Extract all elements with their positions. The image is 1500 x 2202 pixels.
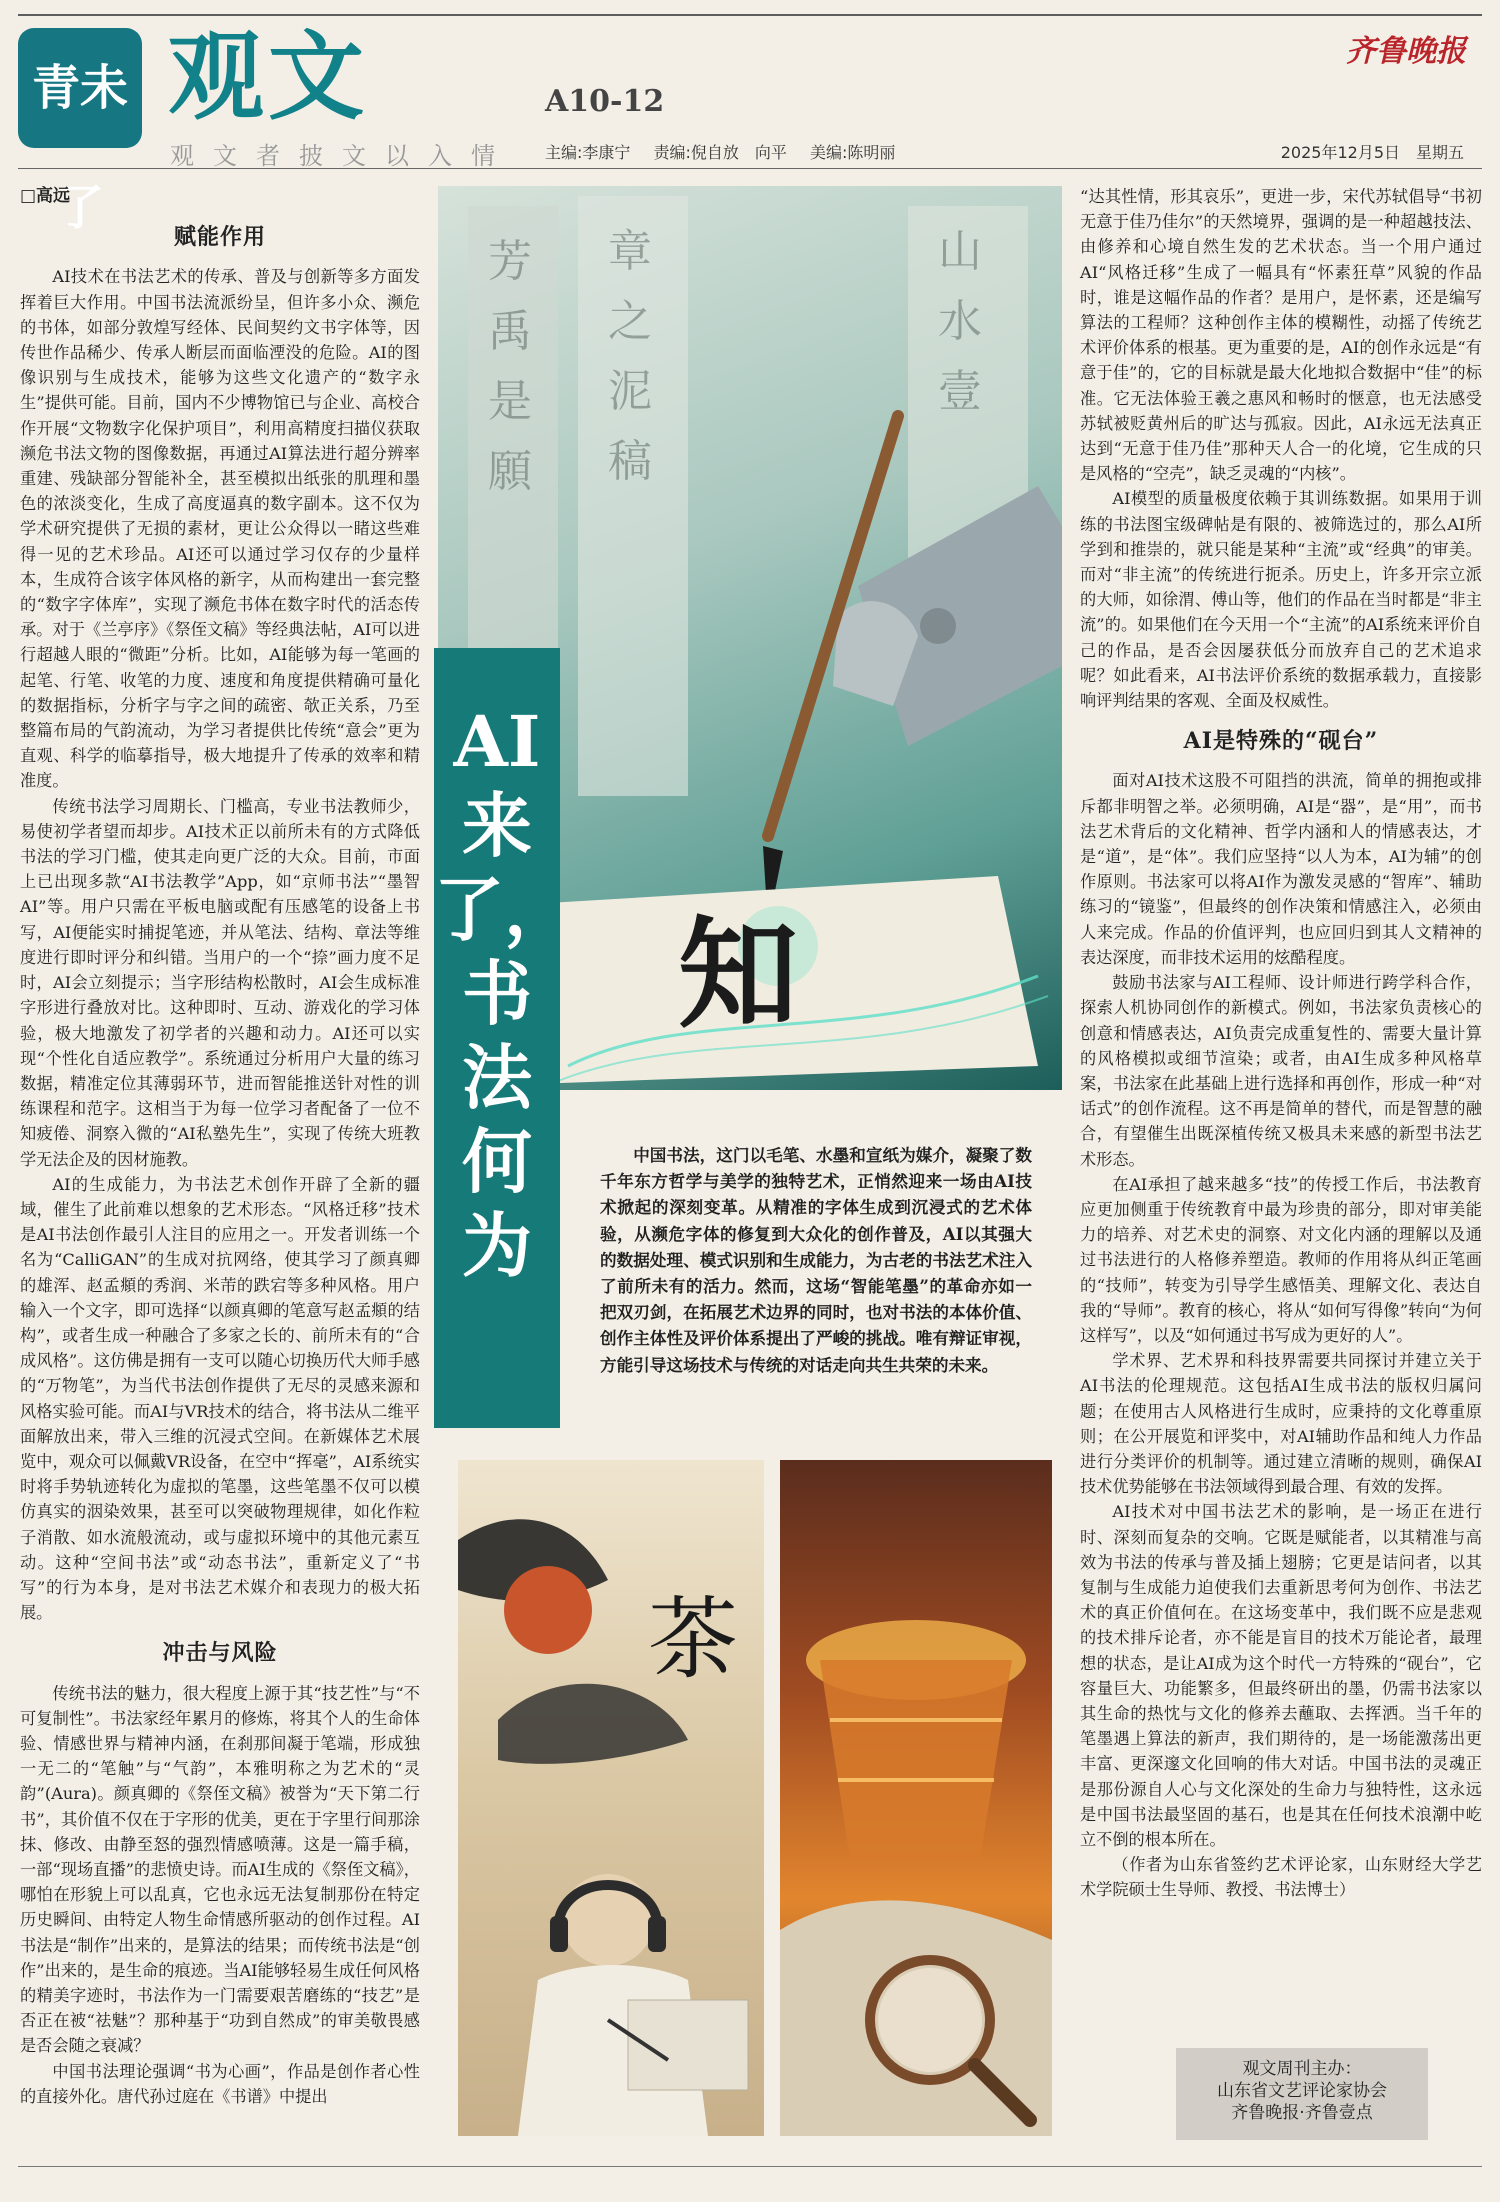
duty-editor: 责编:倪自放 向平 — [653, 143, 787, 162]
svg-text:章: 章 — [608, 226, 652, 277]
svg-text:山: 山 — [938, 226, 982, 277]
paragraph: 中国书法理论强调“书为心画”，作品是创作者心性的直接外化。唐代孙过庭在《书谱》中提出 — [20, 2061, 420, 2106]
paragraph: 在AI承担了越来越多“技”的传授工作后，书法教育应更加侧重于传统教育中最为珍贵的部分，即对审美能力的培养、对艺术史的洞察、对文化内涵的理解以及通过书法进行的人格修养塑造。教师的作用将从纠正笔画的“技师”，转变为引导学生感悟美、理解文化、表达自我的“导师”。教育的核心，将从“如何写得像”转向“为何这样写”，以及“如何通过书写成为更好的人”。 — [1080, 1174, 1482, 1345]
svg-text:壹: 壹 — [938, 366, 982, 417]
svg-text:之: 之 — [608, 296, 652, 347]
top-rule — [18, 14, 1482, 16]
glyph-cha: 茶 — [648, 1587, 738, 1692]
svg-text:稿: 稿 — [608, 436, 652, 487]
chief-editor: 主编:李康宁 — [545, 143, 631, 162]
svg-text:禹: 禹 — [488, 306, 532, 357]
paragraph: 传统书法的魅力，很大程度上源于其“技艺性”与“不可复制性”。书法家经年累月的修炼，将其个人的生命体验、情感世界与精神内涵，在刹那间凝于笔端，形成独一无二的“笔触”与“气韵”，本雅明称之为艺术的“灵韵”(Aura)。颜真卿的《祭侄文稿》被誉为“天下第二行书”，其价值不仅在于字形的优美，更在于字里行间那涂抹、修改、由静至怒的强烈情感喷薄。这是一篇手稿，一部“现场直播”的悲愤史诗。而AI生成的《祭侄文稿》，哪怕在形貌上可以乱真，它也永远无法复制那份在特定历史瞬间、由特定人物生命情感所驱动的创作过程。AI书法是“制作”出来的，是算法的结果；而传统书法是“创作”出来的，是生命的痕迹。当AI能够轻易生成任何风格的精美字迹时，书法作为一门需要艰苦磨练的“技艺”是否正在被“祛魅”？那种基于“功到自然成”的审美敬畏感是否会随之衰减？ — [20, 1683, 420, 2056]
editor-credits — [545, 140, 913, 163]
ink-tea-art — [458, 1460, 764, 2136]
sponsor-label: 观文周刊主办： — [1242, 2059, 1362, 2079]
svg-text:泥: 泥 — [608, 366, 652, 417]
paragraph: AI的生成能力，为书法艺术创作开辟了全新的疆域，催生了此前难以想象的艺术形态。“风格迁移”技术是AI书法创作最引人注目的应用之一。开发者训练一个名为“CalliGAN”的生成对抗网络，使其学习了颜真卿的雄浑、赵孟頫的秀润、米芾的跌宕等多种风格。用户输入一个文字，即可选择“以颜真卿的笔意写赵孟頫的结构”，或者生成一种融合了多家之长的、前所未有的“合成风格”。这仿佛是拥有一支可以随心切换历代大师手感的“万物笔”，为当代书法创作提供了无尽的灵感来源和风格实验可能。而AI与VR技术的结合，将书法从二维平面解放出来，带入三维的沉浸式空间。在新媒体艺术展览中，观众可以佩戴VR设备，在空中“挥毫”，AI系统实时将手势轨迹转化为虚拟的笔墨，这些笔墨不仅可以模仿真实的洇染效果，甚至可以突破物理规律，如化作粒子消散、如水流般流动，或与虚拟环境中的其他元素互动。这种“空间书法”或“动态书法”，重新定义了“书写”的行为本身，是对书法艺术媒介和表现力的极大拓展。 — [20, 1174, 420, 1623]
article-column-left — [20, 184, 420, 2109]
lead-paragraph: 中国书法，这门以毛笔、水墨和宣纸为媒介，凝聚了数千年东方哲学与美学的独特艺术，正悄然迎来一场由AI技术掀起的深刻变革。从精准的字体生成到沉浸式的艺术体验，从濒危字体的修复到大众化的创作普及，AI以其强大的数据处理、模式识别和生成能力，为古老的书法艺术注入了前所未有的活力。然而，这场“智能笔墨”的革命亦如一把双刃剑，在拓展艺术边界的同时，也对书法的本体价值、创作主体性及评价体系提出了严峻的挑战。唯有辩证审视，方能引导这场技术与传统的对话走向共生共荣的未来。 — [600, 1145, 1032, 1375]
glyph-zhi: 知 — [678, 904, 798, 1045]
paragraph-continued: “达其性情，形其哀乐”，更进一步，宋代苏轼倡导“书初无意于佳乃佳尔”的天然境界，强调的是一种超越技法、由修养和心境自然生发的艺术状态。当一个用户通过AI“风格迁移”生成了一幅具有“怀素狂草”风貌的作品时，谁是这幅作品的作者？是用户，是怀素，还是编写算法的工程师？这种创作主体的模糊性，动摇了传统艺术评价体系的根基。更为重要的是，AI的创作永远是“有意于佳”的，它的目标就是最大化地拟合数据中“佳”的标准。它无法体验王羲之惠风和畅时的惬意，也无法感受苏轼被贬黄州后的旷达与孤寂。因此，AI永远无法真正达到“无意于佳乃佳”那种天人合一的化境，它生成的只是风格的“空壳”，缺乏灵魂的“内核”。 — [1080, 187, 1482, 484]
illustration-bronze-vessel — [780, 1460, 1052, 2136]
svg-text:水: 水 — [938, 296, 982, 347]
svg-text:是: 是 — [488, 376, 532, 427]
svg-text:願: 願 — [488, 446, 532, 497]
section-heading-empowerment: 赋能作用 — [173, 224, 266, 251]
art-editor: 美编:陈明丽 — [810, 143, 896, 162]
sponsor-media: 齐鲁晚报·齐鲁壹点 — [1231, 2103, 1373, 2123]
newspaper-name: 齐鲁晚报 — [1346, 34, 1466, 69]
paragraph: 鼓励书法家与AI工程师、设计师进行跨学科合作，探索人机协同创作的新模式。例如，书法家负责核心的创意和情感表达，AI负责完成重复性的、需要大量计算的风格模拟或细节渲染；或者，由AI生成多种风格草案，书法家在此基础上进行选择和再创作，形成一种“对话式”的创作流程。这不再是简单的替代，而是智慧的融合，有望催生出既深植传统又极具未来感的新型书法艺术形态。 — [1080, 973, 1482, 1169]
illustration-headphone-writer — [458, 1460, 764, 2136]
paragraph: AI技术对中国书法艺术的影响，是一场正在进行时、深刻而复杂的交响。它既是赋能者，以其精准与高效为书法的传承与普及插上翅膀；它更是诘问者，以其复制与生成能力迫使我们去重新思考何为创作、书法艺术的真正价值何在。在这场变革中，我们既不应是悲观的技术排斥论者，亦不能是盲目的技术万能论者，最理想的状态，是让AI成为这个时代一方特殊的“砚台”，它容量巨大、功能繁多，但最终研出的墨，仍需书法家以其生命的热忱与文化的修养去蘸取、去挥洒。当千年的笔墨遇上算法的新声，我们期待的，是一场能激荡出更丰富、更深邃文化回响的伟大对话。中国书法的灵魂正是那份源自人心与文化深处的生命力与独特性，这永远是中国书法最坚固的基石，也是其在任何技术浪潮中屹立不倒的根本所在。 — [1080, 1502, 1482, 1849]
column-name: 观文 — [168, 20, 368, 133]
sponsor-box — [1176, 2048, 1428, 2140]
feature-lead — [600, 1142, 1032, 1378]
author-bio: （作者为山东省签约艺术评论家，山东财经大学艺术学院硕士生导师、教授、书法博士） — [1080, 1855, 1482, 1900]
bottom-rule — [18, 2166, 1482, 2167]
paragraph: 面对AI技术这股不可阻挡的洪流，简单的拥抱或排斥都非明智之举。必须明确，AI是“器”，是“用”，而书法艺术背后的文化精神、哲学内涵和人的情感表达，才是“道”，是“体”。我们应坚持“以人为本，AI为辅”的创作原则。书法家可以将AI作为激发灵感的“智库”、辅助练习的“镜鉴”，但最终的创作决策和情感注入，必须由人来完成。作品的价值评判，也应回归到其人文精神的表达深度，而非技术运用的炫酷程度。 — [1080, 771, 1482, 967]
paragraph: AI技术在书法艺术的传承、普及与创新等多方面发挥着巨大作用。中国书法流派纷呈，但许多小众、濒危的书体，如部分敦煌写经体、民间契约文书字体等，因传世作品稀少、传承人断层而面临湮没的危险。AI的图像识别与生成技术，能够为这些文化遗产的“数字永生”提供可能。目前，国内不少博物馆已与企业、高校合作开展“文物数字化保护项目”，利用高精度扫描仪获取濒危书法文物的图像数据，再通过AI算法进行超分辨率重建、残缺部分智能补全，甚至模拟出纸张的肌理和墨色的浓淡变化，生成了高度逼真的数字副本。这不仅为学术研究提供了无损的素材，更让公众得以一睹这些难得一见的艺术珍品。AI还可以通过学习仅存的少量样本，生成符合该字体风格的新字，从而构建出一套完整的“数字字体库”，实现了濒危书体在数字时代的活态传承。对于《兰亭序》《祭侄文稿》等经典法帖，AI可以进行超越人眼的“微距”分析。比如，AI能够为每一笔画的起笔、行笔、收笔的力度、速度和角度提供精确可量化的数据指标，分析字与字之间的疏密、欹正关系，乃至整篇布局的气韵流动，为学习者提供比传统“意会”更为直观、科学的临摹指导，极大地提升了传承的效率和精准度。 — [20, 267, 420, 791]
feature-headline: AI来了，书法何为 — [434, 700, 574, 1287]
page-number: A10-12 — [545, 84, 665, 119]
logo: 青未了 — [18, 28, 142, 148]
paragraph: 传统书法学习周期长、门槛高，专业书法教师少，易使初学者望而却步。AI技术正以前所未有的方式降低书法的学习门槛，使其走向更广泛的大众。目前，市面上已出现多款“AI书法教学”App，如“京师书法”“墨智AI”等。用户只需在平板电脑或配有压感笔的设备上书写，AI便能实时捕捉笔迹，并从笔法、结构、章法等维度进行即时评分和纠错。当用户的一个“捺”画力度不足时，AI会立刻提示；当字形结构松散时，AI会生成标准字形进行叠放对比。这种即时、互动、游戏化的学习体验，极大地激发了初学者的兴趣和动力。AI还可以实现“个性化自适应教学”。系统通过分析用户大量的练习数据，精准定位其薄弱环节，进而智能推送针对性的训练课程和范字。这相当于为每一位学习者配备了一位不知疲倦、洞察入微的“AI私塾先生”，实现了传统大班教学无法企及的因材施教。 — [20, 796, 420, 1169]
sponsor-org: 山东省文艺评论家协会 — [1217, 2081, 1387, 2101]
section-heading-impact: 冲击与风险 — [162, 1640, 278, 1667]
paragraph: AI模型的质量极度依赖于其训练数据。如果用于训练的书法图宝级碑帖是有限的、被筛选过的，那么AI所学到和推崇的，就只能是某种“主流”或“经典”的审美。而对“非主流”的传统进行扼杀。历史上，许多开宗立派的大师，如徐渭、傅山等，他们的作品在当时都是“非主流”的。如果他们在今天用一个“主流”的AI系统来评价自己的作品，是否会因屡获低分而放弃自己的艺术追求呢？如此看来，AI书法评价系统的数据承载力，直接影响评判结果的客观、全面及权威性。 — [1080, 489, 1482, 711]
bronze-magnifier-art — [780, 1460, 1052, 2136]
author-byline: □高远 — [20, 186, 71, 206]
section-heading-inkstone: AI是特殊的“砚台” — [1183, 728, 1379, 755]
paragraph: 学术界、艺术界和科技界需要共同探讨并建立关于AI书法的伦理规范。这包括AI生成书法的版权归属问题；在使用古人风格进行生成时，应秉持的文化尊重原则；在公开展览和评奖中，对AI辅助作品和纯人力作品进行分类评价的机制等。通过建立清晰的规则，确保AI技术优势能够在书法领域得到最合理、有效的发挥。 — [1080, 1351, 1482, 1497]
masthead-rule — [18, 168, 1482, 169]
article-column-right — [1080, 184, 1482, 1903]
svg-text:芳: 芳 — [488, 236, 532, 287]
issue-date: 2025年12月5日 星期五 — [1280, 143, 1464, 162]
column-tagline: 观文者披文以入情 — [170, 142, 514, 170]
